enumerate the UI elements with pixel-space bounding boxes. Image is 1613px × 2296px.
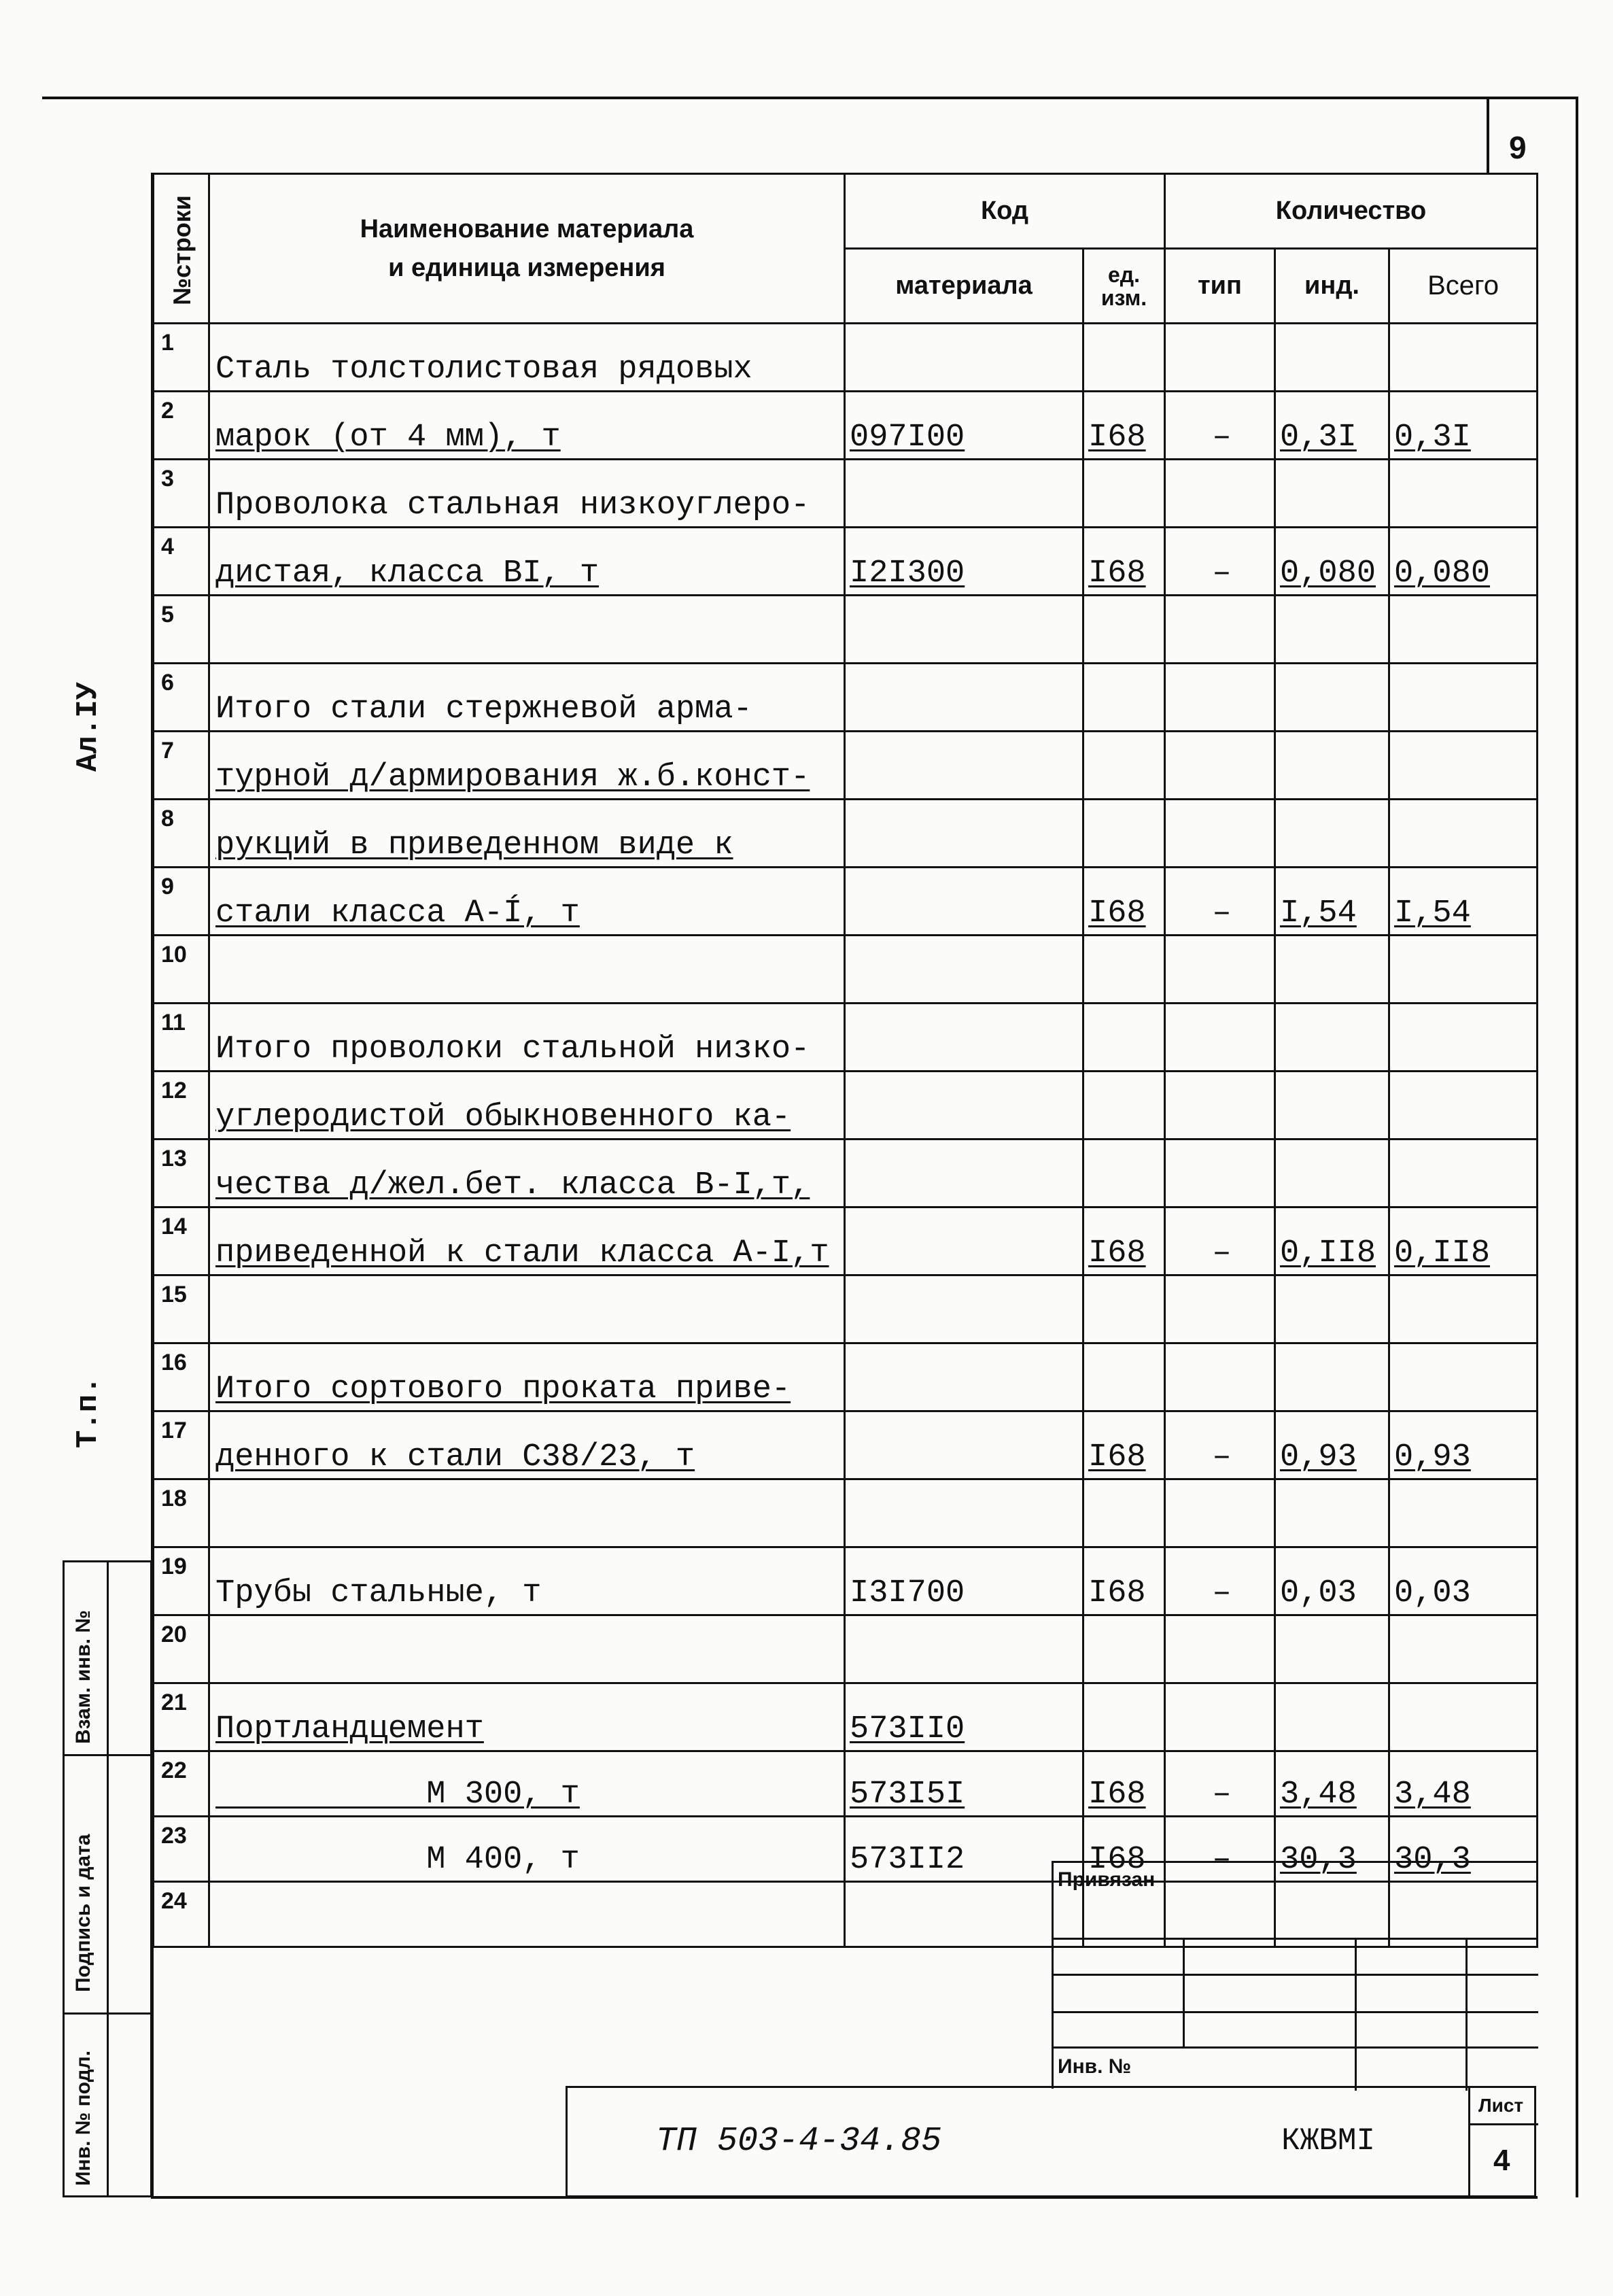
table-row: 11 Итого проволоки стальной низко- (154, 1004, 1538, 1072)
table-row: 15 (154, 1275, 1538, 1343)
header-code-material: материала (845, 249, 1083, 324)
side-stamp-podpis-data: Подпись и дата (72, 1834, 94, 1992)
table-row: 23 М 400, т 573II2 I68 – 30,3 30,3 (154, 1817, 1538, 1882)
materials-table (152, 173, 1538, 1948)
binding-stamp-inv: Инв. № (1058, 2055, 1132, 2078)
doc-mark: КЖВМI (1281, 2123, 1376, 2159)
table-row: 7 турной д/армирования ж.б.конст- (154, 732, 1538, 800)
header-q-ind: инд. (1275, 249, 1389, 324)
header-q-total: Всего (1389, 249, 1538, 324)
table-row: 1 Сталь толстолистовая рядовых (154, 324, 1538, 392)
table-row: 4 дистая, класса ВI, т I2I300 I68 – 0,080 0,080 (154, 528, 1538, 596)
header-code: Код (845, 174, 1165, 249)
table-row: 2 марок (от 4 мм), т 097I00 I68 – 0,3I 0,3I (154, 392, 1538, 460)
side-stamp-inv-podl: Инв. № подл. (72, 2050, 94, 2186)
table-row: 20 (154, 1615, 1538, 1683)
table-row: 10 (154, 936, 1538, 1004)
side-stamp (63, 1560, 152, 2197)
table-row: 6 Итого стали стержневой арма- (154, 664, 1538, 732)
page-number: 9 (1509, 130, 1527, 165)
sheet-label: Лист (1478, 2095, 1524, 2116)
table-row: 17 денного к стали С38/23, т I68 – 0,93 0,93 (154, 1411, 1538, 1479)
header-quantity: Количество (1165, 174, 1538, 249)
page-number-box-left (1487, 97, 1489, 173)
header-row-no: №строки (154, 174, 209, 324)
title-block (566, 2086, 1536, 2197)
table-row: 16 Итого сортового проката приве- (154, 1343, 1538, 1411)
top-border-line (42, 97, 1578, 99)
table-row: 22 М 300, т 573I5I I68 – 3,48 3,48 (154, 1751, 1538, 1817)
header-name: Наименование материала и единица измерения (209, 174, 845, 324)
side-label-top: Ал.IУ (71, 681, 105, 772)
sheet-number: 4 (1493, 2144, 1510, 2177)
binding-stamp-label: Привязан (1058, 1868, 1156, 1891)
table-row: 18 (154, 1479, 1538, 1547)
table-row: 13 чества д/жел.бет. класса В-I,т, (154, 1140, 1538, 1207)
table-row: 12 углеродистой обыкновенного ка- (154, 1072, 1538, 1140)
table-row: 3 Проволока стальная низкоуглеро- (154, 460, 1538, 528)
table-row: 14 приведенной к стали класса А-I,т I68 – 0,II8 0,II8 (154, 1207, 1538, 1275)
table-row: 8 рукций в приведенном виде к (154, 800, 1538, 868)
table-row: 9 стали класса А-Í, т I68 – I,54 I,54 (154, 868, 1538, 936)
header-q-type: тип (1165, 249, 1275, 324)
right-frame-line (1576, 97, 1578, 2197)
bottom-frame-line (151, 2196, 1538, 2199)
doc-code: ТП 503-4-34.85 (656, 2122, 942, 2161)
side-label-mid: Т.п. (71, 1376, 105, 1448)
table-row: 19 Трубы стальные, т I3I700 I68 – 0,03 0,03 (154, 1547, 1538, 1615)
side-stamp-vzam-inv: Взам. инв. № (72, 1610, 94, 1744)
binding-stamp (1052, 1861, 1536, 2089)
table-row: 21 Портландцемент 573II0 (154, 1683, 1538, 1751)
header-code-unit: ед. изм. (1083, 249, 1165, 324)
table-row: 24 (154, 1882, 1538, 1947)
table-row: 5 (154, 596, 1538, 664)
